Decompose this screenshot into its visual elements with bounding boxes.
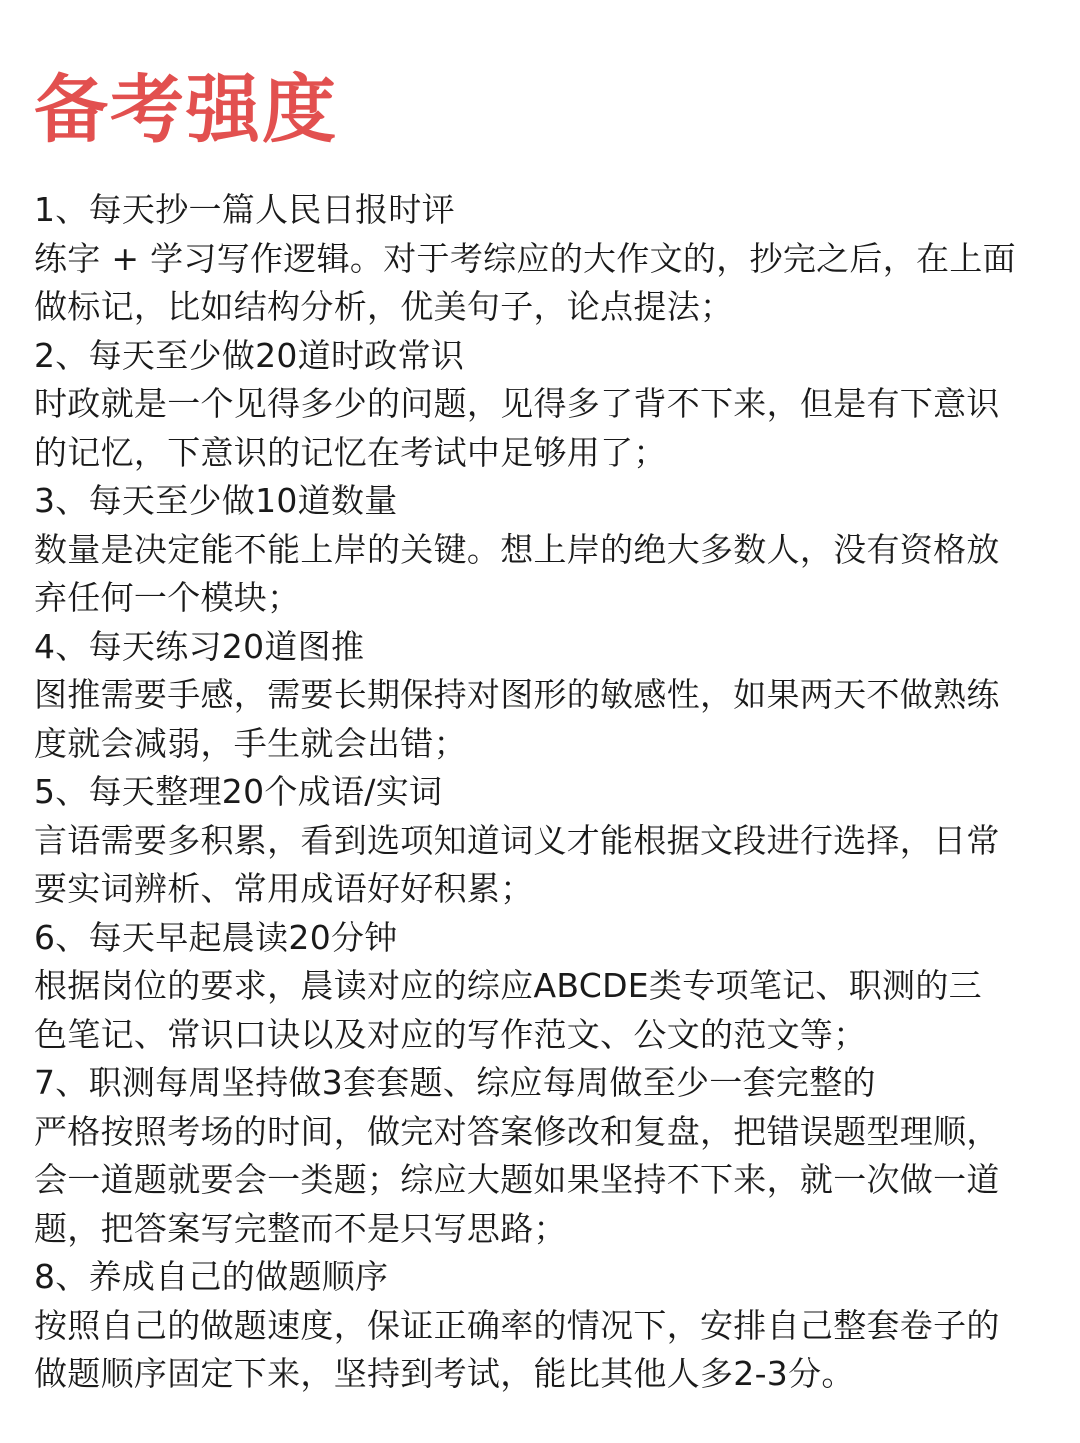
tip-item bbox=[34, 477, 1060, 623]
tip-body-line: 数量是决定能不能上岸的关键。想上岸的绝大多数人，没有资格放 bbox=[34, 529, 1000, 569]
tip-body-line: 会一道题就要会一类题；综应大题如果坚持不下来，就一次做一道 bbox=[34, 1160, 1000, 1199]
tip-body-line: 按照自己的做题速度，保证正确率的情况下，安排自己整套卷子的 bbox=[34, 1305, 1000, 1345]
tip-item bbox=[34, 186, 1060, 332]
tip-item bbox=[34, 768, 1060, 914]
tip-body-line: 严格按照考场的时间，做完对答案修改和复盘，把错误题型理顺， bbox=[34, 1111, 1000, 1151]
tip-heading: 8、养成自己的做题顺序 bbox=[34, 1257, 389, 1296]
tip-body-line: 要实词辨析、常用成语好好积累； bbox=[34, 869, 534, 908]
tip-heading: 4、每天练习20道图推 bbox=[34, 626, 365, 666]
tips-list bbox=[34, 186, 1060, 1399]
tip-body-line: 图推需要手感，需要长期保持对图形的敏感性，如果两天不做熟练 bbox=[34, 675, 1000, 714]
page-title: 备考强度 bbox=[34, 67, 338, 153]
tip-heading: 3、每天至少做10道数量 bbox=[34, 481, 398, 520]
tip-body-line: 做标记，比如结构分析，优美句子，论点提法； bbox=[34, 287, 734, 326]
tip-body-line: 做题顺序固定下来，坚持到考试，能比其他人多2-3分。 bbox=[34, 1354, 855, 1393]
tip-body-line: 题，把答案写完整而不是只写思路； bbox=[34, 1208, 567, 1248]
tip-item bbox=[34, 914, 1060, 1060]
tip-item bbox=[34, 332, 1060, 478]
tip-heading: 6、每天早起晨读20分钟 bbox=[34, 917, 398, 957]
tip-body-line: 根据岗位的要求，晨读对应的综应ABCDE类专项笔记、职测的三 bbox=[34, 966, 982, 1005]
tip-heading: 1、每天抄一篇人民日报时评 bbox=[34, 190, 455, 229]
tip-body-line: 的记忆，下意识的记忆在考试中足够用了； bbox=[34, 432, 667, 472]
tip-heading: 2、每天至少做20道时政常识 bbox=[34, 335, 465, 375]
tip-body-line: 色笔记、常识口诀以及对应的写作范文、公文的范文等； bbox=[34, 1014, 867, 1054]
tip-body-line: 练字 + 学习写作逻辑。对于考综应的大作文的，抄完之后，在上面 bbox=[34, 238, 1016, 278]
tip-body-line: 时政就是一个见得多少的问题，见得多了背不下来，但是有下意识 bbox=[34, 384, 1000, 423]
tip-item bbox=[34, 1253, 1060, 1399]
tip-item bbox=[34, 623, 1060, 769]
tip-item bbox=[34, 1059, 1060, 1253]
tip-heading: 5、每天整理20个成语/实词 bbox=[34, 772, 443, 811]
tip-heading: 7、职测每周坚持做3套套题、综应每周做至少一套完整的 bbox=[34, 1063, 876, 1102]
tip-body-line: 弃任何一个模块； bbox=[34, 578, 301, 617]
tip-body-line: 度就会减弱，手生就会出错； bbox=[34, 723, 467, 763]
tip-body-line: 言语需要多积累，看到选项知道词义才能根据文段进行选择，日常 bbox=[34, 820, 1000, 860]
